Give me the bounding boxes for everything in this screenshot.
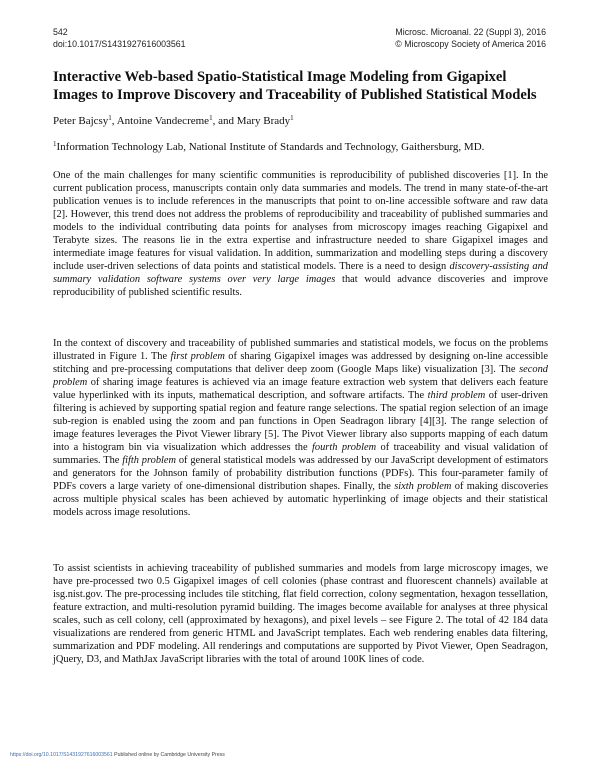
affiliation-mark: 1 (53, 140, 57, 148)
paragraph-text: of traceability and visual validation of summaries. The (53, 442, 548, 466)
page-header-right (395, 26, 546, 50)
emphasized-text: fifth problem (122, 455, 177, 466)
paper-title: Interactive Web-based Spatio-Statistical Image Modeling from Gigapixel Images to Improve Discovery and Traceability of Published Statistical Models (53, 69, 537, 103)
author-name: Antoine Vandecreme (116, 115, 210, 127)
doi-link[interactable]: https://doi.org/10.1017/S1431927616003561 (10, 752, 113, 758)
paragraph-text: One of the main challenges for many scientific communities is reproducibility of published discoveries [1]. In the current publication process, manuscripts contain only data summaries and models. The trend in many state-of-the-art publication venues is to include references in the manuscripts that point to on-line accessible software and raw data [2]. However, this trend does not address the problems of reproducibility and traceability of published summaries and models to the individual contributing data points for analyses from microscopy images reaching Gigapixel and Terabyte sizes. The reasons lie in the extra expertise and infrastructure needed to share Gigapixel images and intermediate image features for visual validation. In addition, summarization and modelling steps during a discovery include user-driven selections of data points and statistical models. There is a need to design (53, 170, 548, 272)
paragraph-text: of making discoveries across multiple physical scales has been achieved by automatic hyperlinking of image objects and their statistical models across image resolutions. (53, 481, 548, 518)
emphasized-text: first problem (170, 351, 225, 362)
body-paragraph-2 (53, 337, 548, 519)
emphasized-text: fourth problem (312, 442, 377, 453)
author-name: Peter Bajcsy (53, 115, 109, 127)
author-name: Mary Brady (236, 115, 291, 127)
paragraph-text: of general statistical models was addressed by our JavaScript development of estimators and generators for the Johnson family of probability distribution functions (PDFs). This four-parameter family of PDFs covers a large variety of one-dimensional distribution shapes. Finally, the (53, 455, 548, 492)
paragraph-text: of user-driven filtering is achieved by supporting spatial region and feature range selections. The spatial region selection of an image sub-region is enabled using the zoom and pan functions in Open Seadragon library [4][3]. The range selection of image features leverages the Pivot Viewer library [5]. The Pivot Viewer library also supports mapping of each datum into a histogram bin via visualization which addresses the (53, 390, 548, 453)
paragraph-text: of sharing image features is achieved via an image feature extraction web system that delivers each feature value hyperlinked with its inputs, mathematical description, and software artifacts. The (53, 377, 548, 401)
affiliation-text: Information Technology Lab, National Institute of Standards and Technology, Gaithersburg, MD. (56, 141, 485, 153)
emphasized-text: third problem (427, 390, 486, 401)
paragraph-text: In the context of discovery and traceability of published summaries and statistical models, we focus on the problems illustrated in Figure 1. The (53, 338, 548, 362)
author-list (53, 114, 294, 128)
affiliation (53, 140, 484, 154)
doi: doi:10.1017/S1431927616003561 (53, 39, 186, 49)
author-separator: , and (212, 115, 237, 127)
emphasized-text: second problem (53, 364, 548, 388)
publisher-note: Published online by Cambridge University Press (112, 752, 225, 758)
author-affiliation-mark: 1 (209, 114, 213, 122)
page-number: 542 (53, 27, 68, 37)
body-paragraph-1 (53, 169, 548, 299)
page-footer (10, 752, 225, 759)
body-paragraph-3 (53, 562, 548, 666)
author-affiliation-mark: 1 (290, 114, 294, 122)
author-affiliation-mark: 1 (108, 114, 112, 122)
emphasized-text: sixth problem (394, 481, 452, 492)
author-separator: , (111, 115, 117, 127)
paragraph-text: To assist scientists in achieving traceability of published summaries and models from large microscopy images, we have pre-processed two 0.5 Gigapixel images of cell colonies (phase contrast and fluorescent channels) available at isg.nist.gov. The pre-processing includes tile stitching, flat field correction, colony segmentation, hexagon tessellation, feature extraction, and multi-resolution pyramid building. The images become available for analyses at three physical scales, such as cell colony, cell (approximated by hexagons), and pixel levels – see Figure 2. The total of 42 184 data visualizations are rendered from generic HTML and JavaScript templates. Each web rendering enables data filtering, summarization and PDF modeling. All renderings and computations are supported by Pivot Viewer, Open Seadragon, jQuery, D3, and MathJax JavaScript libraries with the total of around 100K lines of code. (53, 563, 548, 665)
page-header-left (53, 26, 186, 50)
copyright: © Microscopy Society of America 2016 (395, 39, 546, 49)
paragraph-text: of sharing Gigapixel images was addressed by designing on-line accessible stitching and pre-processing computations that deliver deep zoom (Google Maps like) visualization [3]. The (53, 351, 548, 375)
emphasized-text: discovery-assisting and summary validation software systems over very large images (53, 261, 548, 285)
paragraph-text: that would advance discoveries and improve reproducibility of published scientific results. (53, 274, 548, 298)
journal-citation: Microsc. Microanal. 22 (Suppl 3), 2016 (395, 27, 546, 37)
